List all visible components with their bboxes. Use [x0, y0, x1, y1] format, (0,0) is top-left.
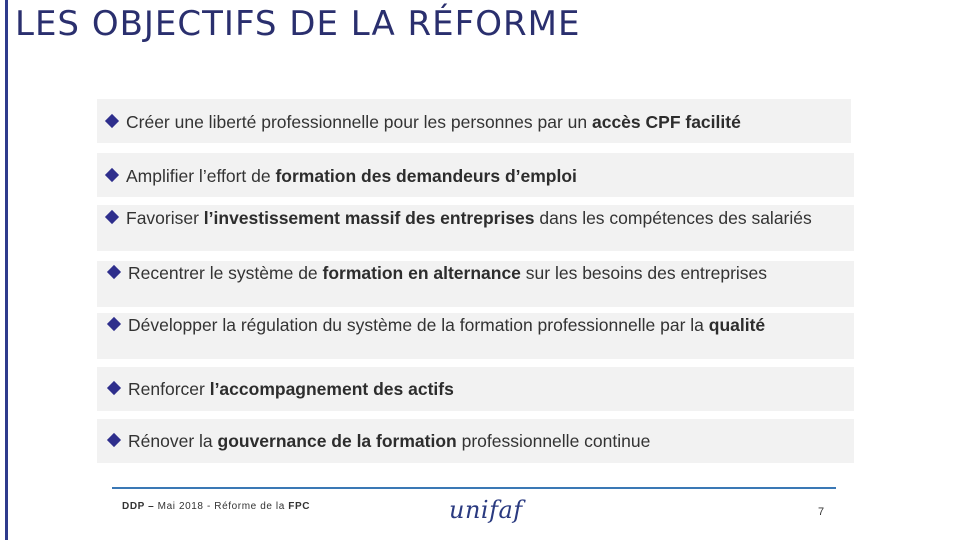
- diamond-bullet-icon: [107, 433, 121, 447]
- diamond-bullet-icon: [107, 381, 121, 395]
- objective-text: Recentrer le système de: [128, 263, 323, 283]
- objective-text: Renforcer: [128, 379, 210, 399]
- diamond-bullet-icon: [107, 265, 121, 279]
- footer-caption-suffix: FPC: [288, 501, 311, 512]
- objective-item-7: [97, 419, 854, 463]
- objective-emphasis: l’accompagnement des actifs: [209, 379, 454, 399]
- page-number: 7: [818, 506, 825, 518]
- objective-emphasis: formation en alternance: [322, 263, 521, 283]
- objective-text: Amplifier l’effort de: [126, 166, 276, 186]
- objective-item-5: [97, 313, 854, 359]
- slide-title: LES OBJECTIFS DE LA RÉFORME: [15, 4, 581, 44]
- footer-divider: [112, 487, 836, 489]
- objective-emphasis: qualité: [708, 315, 766, 335]
- objective-text: Créer une liberté professionnelle pour les personnes par un: [126, 112, 592, 132]
- diamond-bullet-icon: [105, 114, 119, 128]
- left-accent-rule: [5, 0, 8, 540]
- diamond-bullet-icon: [105, 168, 119, 182]
- objective-emphasis: accès CPF facilité: [591, 112, 741, 132]
- diamond-bullet-icon: [107, 317, 121, 331]
- diamond-bullet-icon: [105, 210, 119, 224]
- objective-item-3: [97, 205, 854, 251]
- objective-item-4: [97, 261, 854, 307]
- objective-text: Rénover la: [128, 431, 218, 451]
- objective-emphasis: gouvernance de la formation: [217, 431, 457, 451]
- objective-text: sur les besoins des entreprises: [520, 263, 768, 283]
- objective-item-1: [97, 99, 851, 143]
- objective-text: Favoriser: [126, 208, 204, 228]
- objective-text: professionnelle continue: [456, 431, 651, 451]
- footer-caption-middle: Mai 2018 - Réforme de la: [157, 501, 289, 512]
- objective-item-2: [97, 153, 854, 197]
- unifaf-logo: unifaf: [449, 496, 523, 524]
- objective-item-6: [97, 367, 854, 411]
- footer-caption: [122, 501, 310, 512]
- footer-caption-prefix: DDP –: [122, 501, 158, 512]
- objective-emphasis: formation des demandeurs d’emploi: [275, 166, 577, 186]
- objective-text: dans les compétences des salariés: [534, 208, 812, 228]
- objective-emphasis: l’investissement massif des entreprises: [203, 208, 535, 228]
- objective-text: Développer la régulation du système de la formation professionnelle par la: [128, 315, 709, 335]
